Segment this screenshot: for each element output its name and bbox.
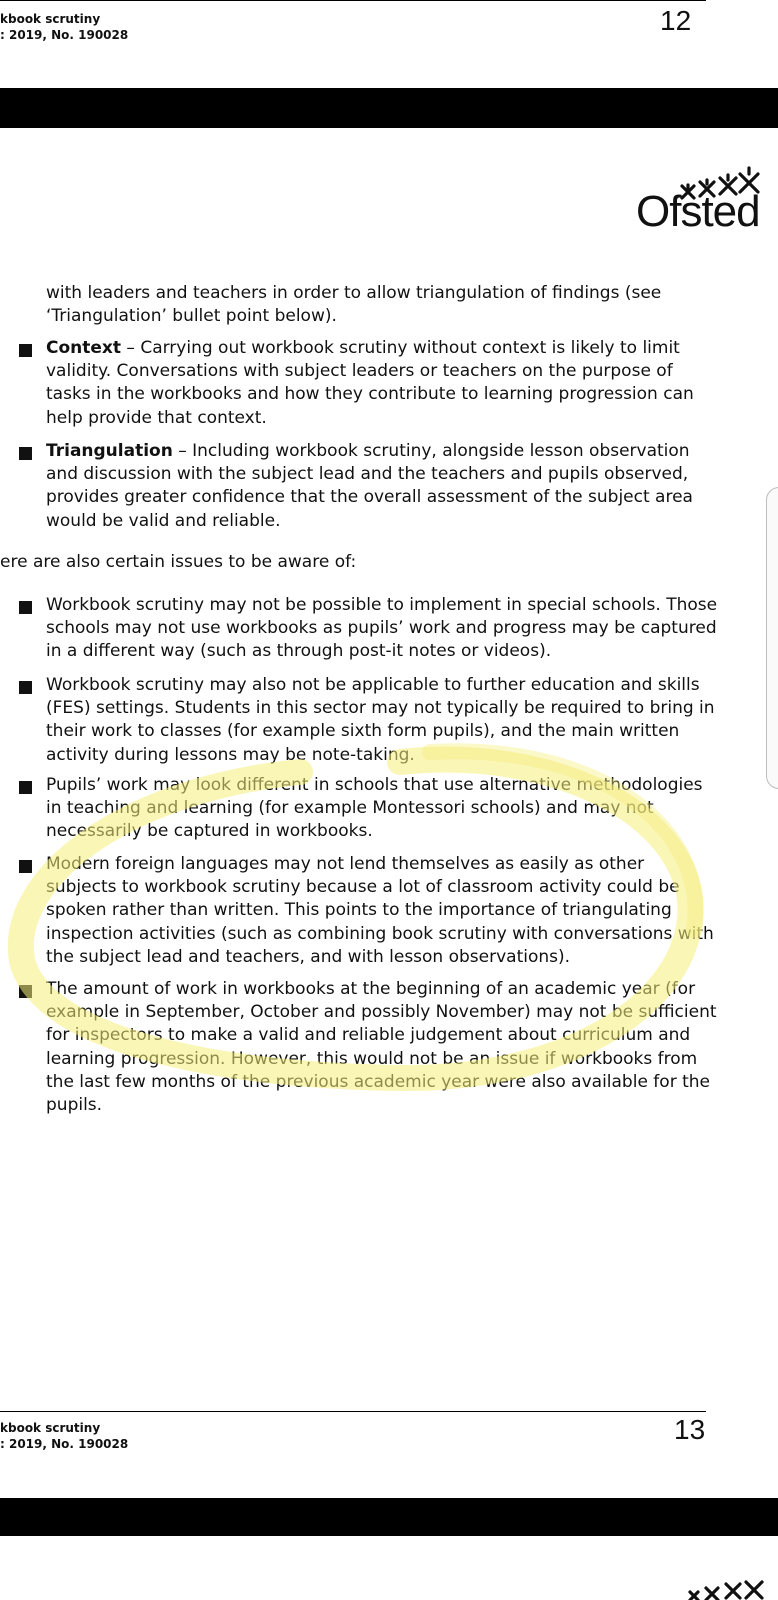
list-item-term: Context [46,338,122,358]
header-band [0,1498,778,1536]
bullet-square-icon [19,781,32,794]
list-item-term: Triangulation [46,441,173,461]
bullet-square-icon [19,985,32,998]
ofsted-stars-icon [688,1580,768,1600]
list-item: Workbook scrutiny may not be possible to implement in special schools. Those schools may not use workbooks as pupils’ work and progress may be captured in a different way (such as through post-it notes or videos). [46,595,718,662]
scroll-handle[interactable] [766,487,778,789]
list-item-text: – Including workbook scrutiny, alongside lesson observation and discussion with the subject lead and the teachers and pupils observed, provides greater confidence that the overall assessment of the subject area would be valid and reliable. [46,441,693,531]
bullet-square-icon [19,344,32,357]
continuation-line-2: ‘Triangulation’ bullet point below). [46,306,337,326]
list-item: Pupils’ work may look different in schools that use alternative methodologies in teaching and learning (for example Montessori schools) and may not necessarily be captured in workbooks. [46,775,703,842]
list-item-triangulation [46,440,718,533]
list-item-context [46,337,718,430]
header-band [0,88,778,128]
list-item-text: – Carrying out workbook scrutiny without context is likely to limit validity. Conversations with subject leaders or teachers on the purpose of tasks in the workbooks and how they contribute to learning progression can help provide that context. [46,338,694,428]
continuation-line-1: with leaders and teachers in order to allow triangulation of findings (see [46,283,662,303]
bullet-square-icon [19,681,32,694]
issues-intro: ere are also certain issues to be aware of: [0,552,357,572]
page-break-rule [0,1411,706,1412]
bullet-square-icon [19,860,32,873]
bullet-square-icon [19,601,32,614]
header-doc-title: kbook scrutiny [0,1421,101,1435]
top-rule [0,0,706,1]
header-doc-ref: : 2019, No. 190028 [0,1437,129,1451]
page-number: 13 [674,1414,706,1445]
header-doc-ref: : 2019, No. 190028 [0,28,129,42]
list-item: Modern foreign languages may not lend themselves as easily as other subjects to workbook scrutiny because a lot of classroom activity could be spoken rather than written. This points to the importance of triangulating inspection activities (such as combining book scrutiny with conversations with the subject lead and teachers, and with lesson observations). [46,854,714,967]
list-item: Workbook scrutiny may also not be applicable to further education and skills (FES) settings. Students in this sector may not typically be required to bring in their work to classes (for example sixth form pupils), and the main written activity during lessons may be note-taking. [46,675,715,765]
page-number: 12 [660,5,692,36]
bullet-square-icon [19,447,32,460]
ofsted-logo: Ofsted [636,187,760,236]
list-item: The amount of work in workbooks at the beginning of an academic year (for example in September, October and possibly November) may not be sufficient for inspectors to make a valid and reliable judgement about curriculum and learning progression. However, this would not be an issue if workbooks from the last few months of the previous academic year were also available for the pupils. [46,979,717,1116]
header-doc-title: kbook scrutiny [0,12,101,26]
